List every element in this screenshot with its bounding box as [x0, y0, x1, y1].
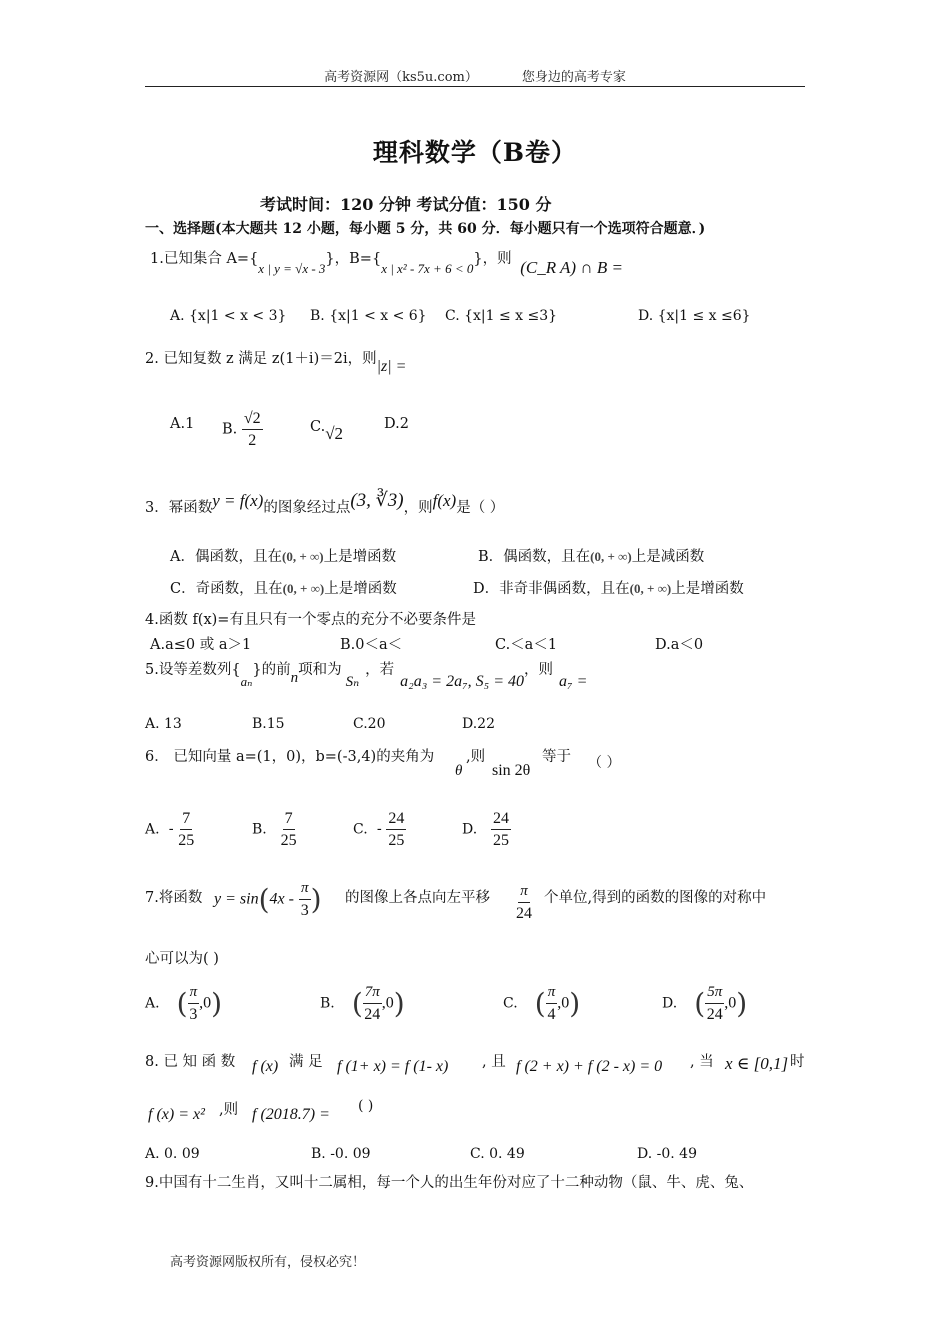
q3-option-c: [170, 577, 397, 598]
header-site: 高考资源网（ks5u.com）: [324, 70, 478, 85]
q1-option-a: A. {x|1 < x < 3}: [170, 308, 287, 324]
q7-option-d: [662, 982, 747, 1025]
q7-option-c-label: C.: [503, 995, 518, 1012]
q4-stem: 4.函数 f(x)=有且只有一个零点的充分不必要条件是: [145, 612, 476, 628]
q6-option-d-den: 25: [493, 832, 510, 849]
q3-option-b-interval: (0, + ∞): [590, 549, 632, 564]
q8-paren: ( ): [358, 1098, 374, 1114]
q7-option-d-lparen-icon: (: [694, 987, 706, 1020]
q6-option-a-den: 25: [178, 832, 195, 849]
q5-option-c: C.20: [353, 716, 386, 732]
q7-option-c-zero: ,0: [557, 994, 570, 1012]
q7-option-a-den: 3: [189, 1006, 198, 1023]
q5-option-b: B.15: [252, 716, 285, 732]
q7-option-a-zero: ,0: [199, 994, 212, 1012]
q6-option-d-label: D.: [462, 821, 478, 838]
q1-text: 1.已知集合 A={: [150, 251, 259, 267]
q3-option-d-text: D．非奇非偶函数，且在: [473, 581, 630, 597]
q2-stem: [145, 347, 407, 375]
q7-rparen-icon: ): [310, 883, 322, 916]
q1-option-b: B. {x|1 < x < 6}: [310, 308, 427, 324]
q4-option-c: C.＜a＜1: [495, 637, 558, 653]
q1-stem: [150, 247, 623, 277]
q3-option-c-interval: (0, + ∞): [282, 581, 325, 596]
q1-end: }，则: [473, 251, 512, 267]
q7-shift-frac: [516, 881, 532, 924]
q4-option-a: A.a≤0 或 a＞1: [150, 637, 252, 653]
q6-stem: [145, 745, 434, 766]
q7-shift-den: 24: [516, 905, 532, 922]
q3-option-b-text: B．偶函数，且在: [478, 549, 591, 565]
q8-text1: 8. 已 知 函 数: [145, 1054, 236, 1070]
q5-stem: [145, 658, 588, 690]
q2-text: 2. 已知复数 z 满足 z(1＋i)＝2i，则: [145, 351, 377, 367]
q5-text1: 5.设等差数列{: [145, 662, 241, 678]
q6-text3: 等于: [542, 749, 571, 765]
q8-text4: , 当: [690, 1054, 714, 1070]
exam-info: 考试时间：120 分钟 考试分值：150 分: [260, 195, 552, 214]
q2-option-b-den: 2: [248, 432, 257, 449]
q3-option-d-interval: (0, + ∞): [629, 581, 672, 596]
q3-num: 3．幂函数: [145, 500, 213, 516]
q7-option-c-rparen-icon: ): [569, 987, 581, 1020]
q3-text2: ，则: [403, 500, 433, 516]
q7-option-b-frac: [363, 982, 382, 1025]
q3-option-a-interval: (0, + ∞): [281, 549, 324, 564]
q7-option-d-rparen-icon: ): [736, 987, 748, 1020]
q7-func-frac: [299, 878, 311, 921]
q9-stem: 9.中国有十二生肖，又叫十二属相，每一个人的出生年份对应了十二种动物（鼠、牛、虎、兔、: [145, 1175, 754, 1191]
q3-stem: [145, 490, 505, 518]
q1-setA: x | y = √x - 3: [258, 261, 326, 276]
q7-option-d-zero: ,0: [724, 994, 737, 1012]
q5-option-d: D.22: [462, 716, 495, 732]
q6-expr-text: sin 2θ: [492, 762, 531, 779]
q8-eq3: x ∈ [0,1]: [725, 1054, 789, 1073]
q8-option-c: C. 0. 49: [470, 1146, 525, 1162]
q3-func: y = f(x): [212, 491, 264, 510]
q7-lparen-icon: (: [258, 883, 270, 916]
q1-option-c: C. {x|1 ≤ x ≤3}: [445, 308, 558, 324]
q4-option-b: B.0＜a＜: [340, 637, 403, 653]
q8-eq5: f (2018.7) =: [252, 1106, 330, 1123]
q5-Sn: Sₙ: [345, 674, 360, 690]
q8-option-d: D. -0. 49: [637, 1146, 697, 1162]
q5-cond: a₂a₃ = 2a₇, S₅ = 40: [400, 673, 525, 690]
q2-expr: |z| =: [376, 358, 407, 375]
q6-option-a-sign: -: [168, 821, 174, 838]
q1-option-d: D. {x|1 ≤ x ≤6}: [638, 308, 751, 324]
q2-option-a: A.1: [170, 416, 195, 432]
q8-eq1: f (1+ x) = f (1- x): [337, 1058, 449, 1075]
q7-func-label: y = sin: [214, 890, 259, 908]
q7-option-a-num: π: [188, 982, 200, 1004]
q8-option-b: B. -0. 09: [311, 1146, 371, 1162]
q7-func-arg: 4x -: [269, 890, 294, 908]
q7-option-c: [503, 982, 580, 1025]
q8-text2: 满 足: [289, 1054, 323, 1070]
q7-text1: 7.将函数: [145, 890, 203, 906]
q7-option-b-zero: ,0: [381, 994, 394, 1012]
q6-option-c-den: 25: [388, 832, 405, 849]
q4-option-d: D.a＜0: [655, 637, 704, 653]
q7-text4: 心可以为( ): [145, 951, 219, 967]
q6-paren: （ ）: [588, 755, 621, 771]
q7-option-b-rparen-icon: ): [393, 987, 405, 1020]
q2-option-b-num: √2: [242, 408, 263, 430]
q6-option-a-num: 7: [180, 808, 192, 830]
q3-func2: f(x): [432, 491, 457, 510]
q7-option-b-den: 24: [364, 1006, 381, 1023]
q8-option-a: A. 0. 09: [145, 1146, 200, 1162]
q6-option-b-den: 25: [280, 832, 297, 849]
q5-text2: }的前: [252, 662, 291, 678]
q5-an: aₙ: [240, 674, 253, 689]
page-title: 理科数学（B卷）: [372, 138, 578, 167]
q6-option-d: [462, 808, 511, 851]
q3-option-a-text: A．偶函数，且在: [170, 549, 282, 565]
q7-func-num: π: [299, 878, 311, 900]
q7-shift-num: π: [518, 881, 530, 903]
q7-option-b-lparen-icon: (: [351, 987, 363, 1020]
q2-option-c-value: √2: [325, 424, 344, 443]
page-footer: 高考资源网版权所有，侵权必究！: [170, 1255, 366, 1270]
q8-eq2: f (2 + x) + f (2 - x) = 0: [516, 1058, 663, 1075]
q5-text3: 项和为: [298, 662, 342, 678]
q7-text3: 个单位,得到的函数的图像的对称中: [544, 890, 767, 906]
q2-option-b-label: B.: [222, 421, 238, 438]
q8-text5: 时: [790, 1054, 805, 1070]
q5-a7: a₇ =: [559, 673, 588, 690]
q3-text1: 的图象经过点: [263, 500, 351, 516]
q7-option-b: [320, 982, 405, 1025]
q6-expr: [492, 762, 530, 780]
q3-option-b: [478, 545, 704, 566]
q6-option-c-sign: -: [376, 821, 382, 838]
q7-option-d-label: D.: [662, 995, 678, 1012]
q6-option-c-label: C.: [353, 821, 368, 838]
q8-fx: f (x): [252, 1058, 279, 1075]
q6-text2: ,则: [466, 749, 486, 765]
q7-option-b-label: B.: [320, 995, 335, 1012]
q3-option-c-tail: 上是增函数: [324, 581, 397, 597]
q6-option-b-num: 7: [283, 808, 295, 830]
q5-text5: ，则: [524, 662, 554, 678]
q5-text4: ，若: [365, 662, 395, 678]
q3-option-b-tail: 上是减函数: [631, 549, 705, 565]
q3-text3: 是（ ）: [456, 500, 505, 516]
q8-text6: ,则: [219, 1102, 239, 1118]
q3-option-c-text: C．奇函数，且在: [170, 581, 283, 597]
q7-option-a-label: A.: [145, 995, 160, 1012]
q7-option-d-frac: [705, 982, 724, 1025]
q7-option-c-lparen-icon: (: [534, 987, 546, 1020]
q7-option-d-den: 24: [706, 1006, 723, 1023]
page-header: [0, 66, 950, 85]
q7-option-c-frac: [546, 982, 558, 1025]
q6-theta: θ: [455, 763, 463, 779]
q3-option-d: [473, 577, 744, 598]
q6-option-d-frac: [491, 808, 511, 851]
q2-option-c-label: C.: [310, 419, 326, 435]
q7-option-c-num: π: [546, 982, 558, 1004]
q6-option-b: [252, 808, 297, 851]
q7-option-a: [145, 982, 222, 1025]
q2-option-b-frac: [242, 408, 263, 451]
q6-option-c-frac: [386, 808, 406, 851]
q3-option-a: [170, 545, 396, 566]
q3-point: (3, ∛3): [350, 490, 404, 511]
q8-eq4: f (x) = x²: [148, 1106, 205, 1123]
q7-option-c-den: 4: [547, 1006, 556, 1023]
section-heading: 一、选择题(本大题共 12 小题，每小题 5 分，共 60 分．每小题只有一个选项符合题意．): [145, 221, 706, 237]
q2-option-c: [310, 416, 344, 443]
q6-option-a: [145, 808, 194, 851]
q8-text3: , 且: [482, 1054, 506, 1070]
header-rule: [145, 86, 805, 87]
q1-expr: (C_R A) ∩ B =: [520, 258, 623, 277]
q7-option-d-num: 5π: [705, 982, 724, 1004]
q6-option-c: [353, 808, 406, 851]
q6-text1: 6． 已知向量 a=(1，0)，b=(-3,4)的夹角为: [145, 749, 435, 765]
q6-option-b-label: B.: [252, 821, 267, 838]
q7-option-b-num: 7π: [363, 982, 382, 1004]
q7-func-den: 3: [300, 902, 309, 919]
q1-setB: x | x² - 7x + 6 < 0: [381, 261, 474, 276]
q7-func: [214, 878, 322, 921]
q7-option-a-frac: [188, 982, 200, 1025]
q6-option-d-num: 24: [491, 808, 511, 830]
q6-option-a-label: A.: [145, 821, 160, 838]
q2-option-d: D.2: [384, 416, 409, 432]
q6-option-b-frac: [281, 808, 297, 851]
q6-option-a-frac: [178, 808, 194, 851]
q5-option-a: A. 13: [145, 716, 182, 732]
q6-option-c-num: 24: [386, 808, 406, 830]
q7-option-a-lparen-icon: (: [176, 987, 188, 1020]
header-slogan: 您身边的高考专家: [521, 70, 626, 85]
q3-option-a-tail: 上是增函数: [323, 549, 397, 565]
q7-option-a-rparen-icon: ): [211, 987, 223, 1020]
q7-text2: 的图像上各点向左平移: [345, 890, 490, 906]
q3-option-d-tail: 上是增函数: [671, 581, 744, 597]
q7-shift: [516, 881, 532, 924]
q1-mid: }，B={: [325, 251, 382, 267]
q5-n: n: [290, 670, 299, 686]
q2-option-b: [222, 408, 263, 451]
